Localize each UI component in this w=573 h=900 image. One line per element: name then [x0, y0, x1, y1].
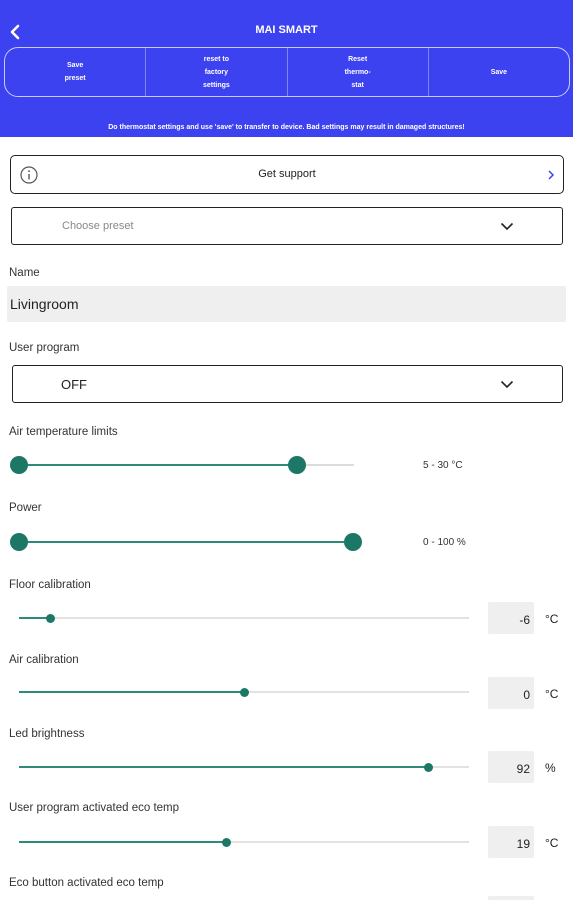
- chevron-right-icon: [546, 169, 556, 181]
- user-program-value: OFF: [61, 377, 87, 392]
- led-brightness-input[interactable]: 92: [488, 751, 534, 783]
- floor-calibration-unit: °C: [545, 612, 559, 626]
- eco-temp-program-unit: °C: [545, 836, 559, 850]
- led-brightness-slider[interactable]: [19, 766, 469, 768]
- slider-thumb[interactable]: [424, 763, 433, 772]
- eco-temp-program-slider[interactable]: [19, 841, 469, 843]
- choose-preset-placeholder: Choose preset: [62, 220, 134, 232]
- power-min-handle[interactable]: [10, 533, 28, 551]
- top-app-bar: [0, 0, 573, 137]
- power-label: Power: [9, 502, 42, 514]
- reset-factory-settings-button[interactable]: reset to factory settings: [146, 48, 287, 96]
- app-title: MAI SMART: [255, 24, 318, 36]
- air-temp-limits-label: Air temperature limits: [9, 426, 118, 438]
- eco-temp-program-label: User program activated eco temp: [9, 802, 180, 814]
- power-range-value: 0 - 100 %: [423, 537, 466, 548]
- get-support-button[interactable]: [10, 155, 564, 194]
- eco-temp-button-label: Eco button activated eco temp: [9, 877, 164, 889]
- floor-calibration-input[interactable]: -6: [488, 602, 534, 634]
- eco-temp-program-input[interactable]: 19: [488, 826, 534, 858]
- name-input[interactable]: Livingroom: [7, 286, 566, 322]
- air-temp-range-fill: [19, 464, 297, 466]
- air-calibration-unit: °C: [545, 687, 559, 701]
- warning-text: Do thermostat settings and use 'save' to transfer to device. Bad settings may result in damaged structures!: [108, 124, 465, 131]
- air-calibration-input[interactable]: 0: [488, 677, 534, 709]
- get-support-label: Get support: [258, 168, 316, 180]
- slider-thumb[interactable]: [240, 688, 249, 697]
- air-calibration-slider[interactable]: [19, 691, 469, 693]
- slider-thumb[interactable]: [46, 614, 55, 623]
- air-calibration-label: Air calibration: [9, 654, 79, 666]
- led-brightness-label: Led brightness: [9, 728, 85, 740]
- slider-fill: [19, 841, 226, 843]
- save-button[interactable]: Save: [490, 68, 508, 76]
- led-brightness-unit: %: [545, 761, 556, 775]
- slider-thumb[interactable]: [222, 838, 231, 847]
- floor-calibration-label: Floor calibration: [9, 579, 91, 591]
- power-range-fill[interactable]: [19, 541, 353, 543]
- choose-preset-dropdown[interactable]: [11, 207, 563, 245]
- save-preset-button[interactable]: Save preset: [5, 48, 146, 96]
- slider-fill: [19, 691, 244, 693]
- chevron-down-icon: [500, 380, 514, 389]
- air-temp-range-value: 5 - 30 °C: [423, 460, 463, 471]
- eco-temp-button-input[interactable]: [488, 896, 534, 900]
- user-program-dropdown[interactable]: [12, 365, 563, 403]
- chevron-down-icon: [500, 222, 514, 231]
- name-label: Name: [9, 267, 40, 279]
- air-temp-max-handle[interactable]: [288, 456, 306, 474]
- user-program-label: User program: [9, 342, 80, 354]
- power-max-handle[interactable]: [344, 533, 362, 551]
- slider-fill: [19, 766, 429, 768]
- air-temp-min-handle[interactable]: [10, 456, 28, 474]
- action-bar: [4, 47, 570, 97]
- floor-calibration-slider[interactable]: [19, 617, 469, 619]
- reset-thermostat-button[interactable]: Reset thermo- stat: [288, 48, 429, 96]
